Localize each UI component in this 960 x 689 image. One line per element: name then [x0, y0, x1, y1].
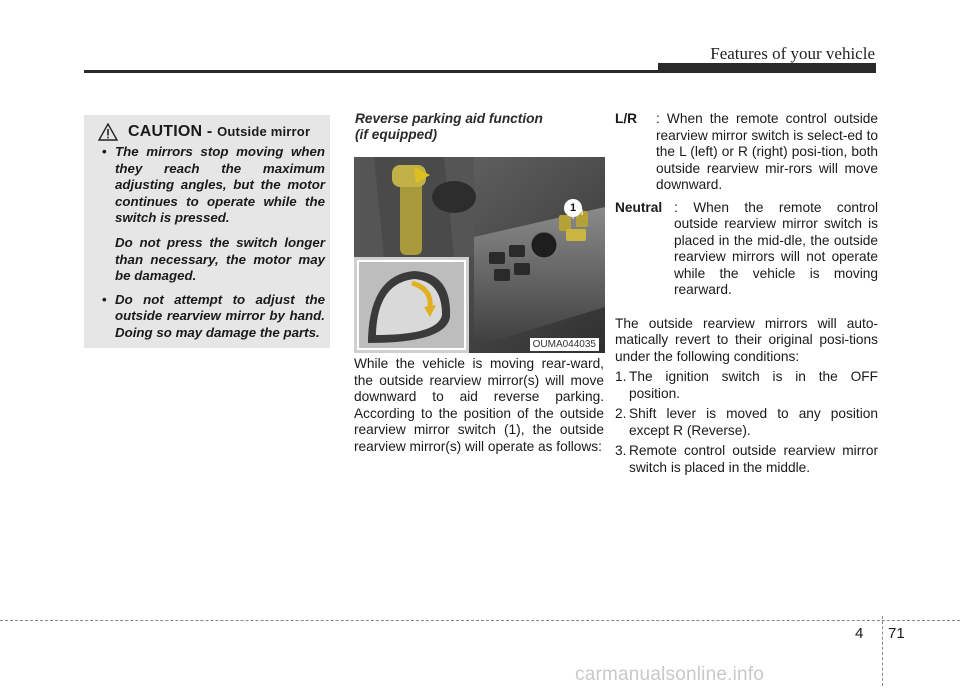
section-paragraph: While the vehicle is moving rear-ward, the outside rearview mirror(s) will move downward to aid reverse parking. According to the position of the outside rearview mirror switch (1), the outside rearview mirror(s) will operate as follows: [354, 356, 604, 454]
condition-number: 1. [615, 369, 627, 384]
footer-rule [0, 620, 960, 622]
chapter-number: 4 [855, 625, 864, 642]
condition-item [615, 369, 878, 402]
definition-desc: : When the remote control outside rearview mirror switch is select-ed to the L (left) or R (right) posi-tion, both outside rearview mir-rors will move downward. [656, 111, 878, 192]
caution-sublabel: Outside mirror [217, 124, 311, 139]
caution-text: The mirrors stop moving when they reach the maximum adjusting angles, but the motor continues to operate while the switch is pressed. [115, 144, 325, 226]
condition-text: The ignition switch is in the OFF position. [629, 369, 878, 401]
conditions-list [615, 369, 878, 476]
definition-neutral [615, 200, 878, 299]
section-title-line: Reverse parking aid function [355, 111, 543, 126]
condition-text: Shift lever is moved to any position except R (Reverse). [629, 406, 878, 438]
console-illustration [354, 157, 605, 353]
caution-item [97, 144, 325, 285]
caution-list [97, 144, 325, 342]
caution-heading [98, 122, 324, 144]
watermark: carmanualsonline.info [575, 664, 765, 685]
right-column [615, 111, 878, 476]
header-rule [84, 70, 876, 73]
section-title-line: (if equipped) [355, 127, 438, 142]
callout-number: 1 [564, 199, 582, 217]
caution-title [128, 123, 310, 141]
page-number: 71 [888, 625, 905, 642]
auto-revert-intro: The outside rearview mirrors will auto-matically revert to their original posi-tions under the following conditions: [615, 315, 878, 364]
bullet: • [102, 291, 107, 307]
caution-item [97, 292, 325, 342]
page-header-title: Features of your vehicle [710, 44, 875, 63]
definition-term: L/R [615, 111, 638, 126]
mirror-switch-figure [354, 157, 605, 353]
definition-term: Neutral [615, 199, 663, 215]
footer-separator [882, 616, 884, 686]
bullet: • [102, 144, 107, 159]
condition-number: 2. [615, 406, 627, 421]
section-title [355, 111, 605, 143]
caution-text: Do not press the switch longer than necessary, the motor may be damaged. [115, 234, 325, 284]
warning-triangle-icon [98, 123, 118, 141]
condition-item [615, 443, 878, 476]
caution-box [84, 115, 330, 348]
definition-desc: : When the remote control outside rearview mirror switch is placed in the mid-dle, the outside rearview mirrors will not operate while the vehicle is moving rearward. [674, 199, 878, 297]
caution-label: CAUTION - [128, 123, 218, 140]
condition-item [615, 406, 878, 439]
caution-text: Do not attempt to adjust the outside rearview mirror by hand. Doing so may damage the parts. [115, 291, 325, 340]
definition-lr [615, 111, 878, 194]
figure-code: OUMA044035 [530, 338, 599, 351]
condition-number: 3. [615, 443, 627, 458]
condition-text: Remote control outside rearview mirror switch is placed in the middle. [629, 443, 878, 475]
